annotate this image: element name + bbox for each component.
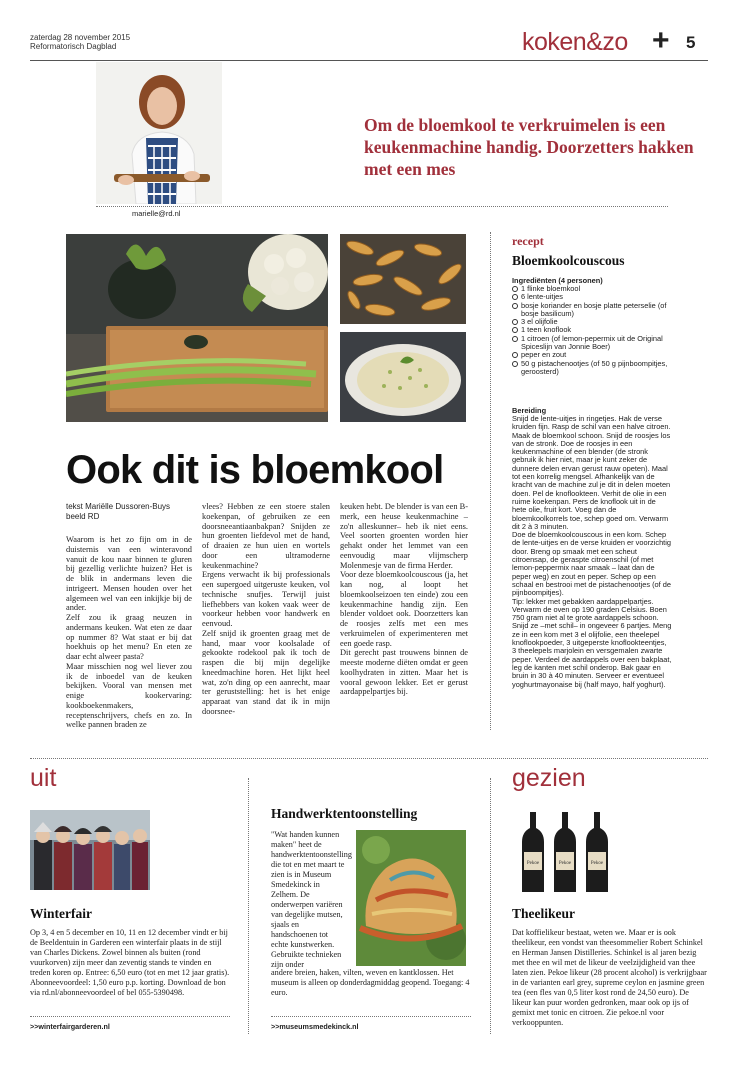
photo-winterfair <box>30 810 150 890</box>
photo-roasted-potatoes <box>340 234 466 324</box>
ingredient-text: bosje koriander en bosje platte peterselie (of bosje basilicum) <box>521 300 667 318</box>
article-column-1: Waarom is het zo fijn om in de duisternis van een winteravond vanuit de kou naar binnen te gluren bij gezellig verlichte huizen? Het is de blik in andermans leven die intrigeert. Mensen houden over het algemeen wel van een inkijkje bij de ander. Zelf zou ik graag neuzen in andermans keuken. Wat eten ze daar op nummer 8? Wat staat er bij dat hoekhuis op het menu? En eten ze daar echt alweer pasta? Maar misschien nog wel liever zou ik de inboedel van de keuken bekijken. Vooral van mensen met enige kookervaring: kookboekenmakers, receptenschrijvers, chefs en zo. In welke pannen braden ze <box>66 535 192 730</box>
bullet-circle-icon <box>512 336 518 342</box>
section-title: koken&zo <box>522 28 628 56</box>
author-email[interactable]: marielle@rd.nl <box>132 209 181 218</box>
recipe-ingredients <box>512 276 670 376</box>
pull-quote: Om de bloemkool te verkruimelen is een keukenmachine handig. Doorzetters hakken met een mes <box>364 115 694 179</box>
uit-link-rule <box>30 1016 230 1017</box>
photo-couscous-dish <box>340 332 466 422</box>
gezien-title: Theelikeur <box>512 906 575 921</box>
gezien-body: Dat koffielikeur bestaat, weten we. Maar er is ook theelikeur, een vondst van theesommelier Robert Schinkel en Herman Jansen Distilleries. Schinkel is al jaren bezig met thee en wil met de likeur de veelzijdigheid van thee laten zien. Pekoe likeur (28 procent alcohol) is verkrijgbaar in de varianten earl grey, supreme ceylon en jasmine green tea (een fles van 0,5 liter kost rond de 24,50 euro). De likeur kan puur worden gedronken, maar ook op ijs of gemixt met tonic en citroen. Zie pekoe.nl voor verkooppunten. <box>512 928 707 1027</box>
section-label-gezien: gezien <box>512 764 586 792</box>
ingredient-text: 3 el olijfolie <box>521 317 558 327</box>
col-divider-1 <box>248 778 249 1034</box>
recipe-divider <box>490 232 491 730</box>
plus-logo: + <box>652 24 670 57</box>
credit-photo: beeld RD <box>66 512 100 521</box>
ingredient-list <box>512 285 670 376</box>
photo-liqueur-bottles <box>512 810 618 892</box>
section-label-uit: uit <box>30 764 57 792</box>
tentoon-body-narrow: "Wat handen kunnen maken" heet de handwerktentoonstelling die tot en met maart te zien is in Museum Smedekinck in Zelhem. De onderwerpen variëren van degelijke mutsen, sjaals en handschoenen tot echte kunstwerken. Gebruikte technieken zijn onder <box>271 830 352 969</box>
bullet-circle-icon <box>512 286 518 292</box>
bullet-circle-icon <box>512 352 518 358</box>
recipe-method-block <box>512 406 672 689</box>
bullet-circle-icon <box>512 319 518 325</box>
tentoon-title: Handwerktentoonstelling <box>271 806 418 821</box>
ingredient-item <box>512 360 670 377</box>
ingredients-heading: Ingrediënten (4 personen) <box>512 276 603 285</box>
method-heading: Bereiding <box>512 406 547 415</box>
tentoon-link[interactable]: >>museumsmedekinck.nl <box>271 1022 359 1031</box>
tentoon-body-wide: andere breien, haken, vilten, weven en kantklossen. Het museum is alleen op donderdagmiddag geopend. Toegang: 4 euro. <box>271 968 470 997</box>
tentoon-link-rule <box>271 1016 471 1017</box>
ingredient-item <box>512 335 670 352</box>
page-number: 5 <box>686 33 696 52</box>
recipe-method: Snijd de lente-uitjes in ringetjes. Hak de verse kruiden fijn. Rasp de schil van een halve citroen. Maak de bloemkool schoon. Snijd de roosjes los van de stronk. Doe de roosjes in een keukenmachine of een blender (de stronk gebruik ik hier niet, maar je kunt zeker de dunnere delen ervan gerust rauw opeten). Maal tot een korrelig mengsel. Afhankelijk van de kracht van de machine zul je dit in delen moeten doen. Pel de knoflookteen. Verhit de olie in een ruime koekenpan. Pers de knoflook uit in de hete olie, fruit kort. Voeg dan de bloemkoolkorrels toe, schep goed om. Verwarm dit 2 à 3 minuten. Doe de bloemkoolcouscous in een kom. Schep de lente-uitjes en de verse kruiden er voorzichtig door. Breng op smaak met een scheut citroensap, de geraspte citroenschil (of met lemon-peppermix naar smaak – laat dan de peper weg) en zout en peper. Schep op een schaal en bestrooi met de pistachenootjes (of de pijnboompitjes). Tip: lekker met gebakken aardappelpartjes. Verwarm de oven op 190 graden Celsius. Boen 750 gram niet al te grote aardappels schoon. Snijd ze –met schil– in ongeveer 6 partjes. Meng ze in een kom met 3 el olijfolie, een theelepel knoflookpoeder, 3 uitgeperste knoflookteentjes, 3 theelepels marjolein en versgemalen zwarte peper. Verdeel de aardappels over een bakplaat, leg de kanten met schil onderop. Bak gaar en bruin in 30 à 40 minuten. Serveer er eventueel yoghurtmayonaise bij (half mayo, half yoghurt). <box>512 414 672 689</box>
bullet-circle-icon <box>512 303 518 309</box>
issue-date: zaterdag 28 november 2015 <box>30 33 131 42</box>
ingredient-text: 1 teen knoflook <box>521 325 572 335</box>
recipe-kicker: recept <box>512 234 544 248</box>
article-column-3: keuken hebt. De blender is van een B-merk, een heuse keukenmachine –zo'n alleskunner– heb ik niet eens. Veel soorten groenten worden hier gehakt onder het lemmet van een eenvoudig maar vlijmscherp Molenmesje van de firma Herder. Voor deze bloemkoolcouscous (ja, het kan nog, al loopt het bloemkoolseizoen ten einde) zou een keukenmachine handig zijn. Een blender voldoet ook. Doorzetters kan de roosjes zelfs met een mes verkruimelen of experimenteren met een goede rasp. Dit gerecht past trouwens binnen de meeste moderne diëten omdat er geen koolhydraten in zitten. Maar het is vooral gewoon lekker. Eet er gerust aardappelpartjes bij. <box>340 502 468 697</box>
header-date-block <box>30 33 130 51</box>
ingredient-item <box>512 302 670 319</box>
divider-top <box>96 206 668 207</box>
bottle-label-2: Pekoe <box>558 861 572 866</box>
bullet-circle-icon <box>512 294 518 300</box>
photo-felt-hat <box>356 830 466 966</box>
bullet-circle-icon <box>512 327 518 333</box>
uit-link[interactable]: >>winterfairgarderen.nl <box>30 1022 110 1031</box>
ingredient-text: 6 lente-uitjes <box>521 292 563 302</box>
bullet-circle-icon <box>512 361 518 367</box>
newspaper-name: Reformatorisch Dagblad <box>30 42 117 51</box>
uit-title: Winterfair <box>30 906 92 921</box>
article-title: Ook dit is bloemkool <box>66 448 444 492</box>
recipe-title: Bloemkoolcouscous <box>512 253 625 268</box>
ingredient-text: 50 g pistachenootjes (of 50 g pijnboompitjes, geroosterd) <box>521 358 668 376</box>
ingredient-text: 1 citroen (of lemon-pepermix uit de Original Spiceslijn van Jonnie Boer) <box>521 333 663 352</box>
col-divider-2 <box>490 778 491 1034</box>
article-credits <box>66 502 170 522</box>
photo-cauliflower-still-life <box>66 234 328 422</box>
article-column-2: vlees? Hebben ze een stoere stalen koekenpan, of gebruiken ze een doorsneeantiaanbakpan? Snijden ze hun groenten liefdevol met de hand, of draaien ze hun uien en wortels door een ultramoderne keukenmachine? Ergens verwacht ik bij professionals een supergoed uitgeruste keuken, vol technische snufjes. Terwijl juist liefhebbers van koken vaak weer de voorkeur hebben voor handwerk en eenvoud. Zelf snijd ik groenten graag met de hand, maar voor koolsalade of gekookte rodekool pak ik toch de raspen die bij mijn degelijke kneedmachine horen. Het lijkt heel wat, zo'n ding op een aanrecht, maar ter geruststelling: het is het enige apparaat van stand dat ik in mijn doorsnee- <box>202 502 330 716</box>
ingredient-text: 1 flinke bloemkool <box>521 284 581 293</box>
bottle-label-3: Pekoe <box>590 861 604 866</box>
ingredient-text: peper en zout <box>521 350 567 360</box>
columnist-photo <box>96 62 222 204</box>
bottle-label-1: Pekoe <box>526 861 540 866</box>
credit-text: tekst Mariëlle Dussoren-Buys <box>66 502 171 511</box>
uit-body: Op 3, 4 en 5 december en 10, 11 en 12 december vindt er bij de Beeldentuin in Garderen een winterfair plaats in de stijl van Charles Dickens. Zowel binnen als buiten (rond vuurkorven) zijn meer dan zeventig stands te vinden en treden koren op. Entree: 6,50 euro (tot en met 12 jaar gratis). Abonneevoordeel: 1,50 euro p.p. korting. Download de bon via rd.nl/abonneevoordeel of bel 055-5390498. <box>30 928 230 997</box>
header-rule <box>30 60 708 61</box>
divider-bottom <box>30 758 708 759</box>
